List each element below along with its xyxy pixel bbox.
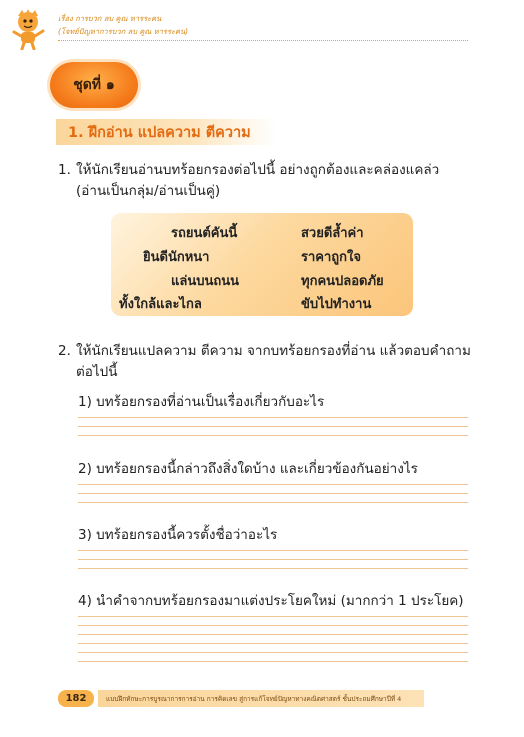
answer-line[interactable] <box>78 661 468 662</box>
section-title-text: 1. ฝึกอ่าน แปลความ ตีความ <box>68 124 251 141</box>
answer-line[interactable] <box>78 568 468 569</box>
poem-line-left-3: แล่นบนถนน <box>171 274 240 289</box>
answer-line[interactable] <box>78 435 468 436</box>
poem-line-left-1: รถยนต์คันนี้ <box>171 226 238 241</box>
sub-question-1: 1) บทร้อยกรองที่อ่านเป็นเรื่องเกี่ยวกับอะไร <box>78 394 325 410</box>
answer-line[interactable] <box>78 643 468 644</box>
question-2-line-2: ต่อไปนี้ <box>76 364 118 380</box>
footer-title-text: แบบฝึกทักษะการบูรณาการการอ่าน การคิดเลข สู่การแก้โจทย์ปัญหาทางคณิตศาสตร์ ชั้นประถมศึกษาปีที่ 4 <box>106 694 402 703</box>
sub-question-4: 4) นำคำจากบทร้อยกรองมาแต่งประโยคใหม่ (มากกว่า 1 ประโยค) <box>78 593 464 609</box>
poem-box <box>111 213 413 316</box>
page-number: 182 <box>58 690 94 707</box>
poem-line-right-2: ราคาถูกใจ <box>301 250 361 265</box>
answer-line[interactable] <box>78 484 468 485</box>
question-1-line-2: (อ่านเป็นกลุ่ม/อ่านเป็นคู่) <box>76 183 221 199</box>
cartoon-mascot-icon <box>10 8 50 50</box>
question-1-line-1: ให้นักเรียนอ่านบทร้อยกรองต่อไปนี้ อย่างถูกต้องและคล่องแคล่ว <box>76 162 440 178</box>
answer-line[interactable] <box>78 417 468 418</box>
answer-line[interactable] <box>78 634 468 635</box>
header-subtopic: (โจทย์ปัญหาการบวก ลบ คูณ หารระคน) <box>58 27 189 36</box>
answer-line[interactable] <box>78 550 468 551</box>
answer-line[interactable] <box>78 625 468 626</box>
answer-line[interactable] <box>78 502 468 503</box>
sub-question-3: 3) บทร้อยกรองนี้ควรตั้งชื่อว่าอะไร <box>78 527 278 543</box>
question-1-number: 1. <box>58 162 71 178</box>
footer-title <box>98 690 424 707</box>
header-topic: เรื่อง การบวก ลบ คูณ หารระคน <box>58 14 162 23</box>
section-title <box>56 119 276 145</box>
sub-question-2: 2) บทร้อยกรองนี้กล่าวถึงสิ่งใดบ้าง และเกี่ยวข้องกันอย่างไร <box>78 461 418 477</box>
answer-line[interactable] <box>78 652 468 653</box>
poem-line-right-4: ขับไปทำงาน <box>301 297 372 312</box>
poem-line-left-2: ยินดีนักหนา <box>143 250 210 265</box>
set-badge: ชุดที่ ๑ <box>50 62 138 108</box>
question-2-number: 2. <box>58 343 71 359</box>
header-divider <box>58 40 468 41</box>
question-2-line-1: ให้นักเรียนแปลความ ตีความ จากบทร้อยกรองที่อ่าน แล้วตอบคำถาม <box>76 343 471 359</box>
answer-line[interactable] <box>78 616 468 617</box>
answer-line[interactable] <box>78 559 468 560</box>
poem-line-left-4: ทั้งใกล้และไกล <box>119 297 202 312</box>
poem-line-right-1: สวยดีล้ำค่า <box>301 226 364 241</box>
answer-line[interactable] <box>78 493 468 494</box>
poem-line-right-3: ทุกคนปลอดภัย <box>301 274 384 289</box>
answer-line[interactable] <box>78 426 468 427</box>
